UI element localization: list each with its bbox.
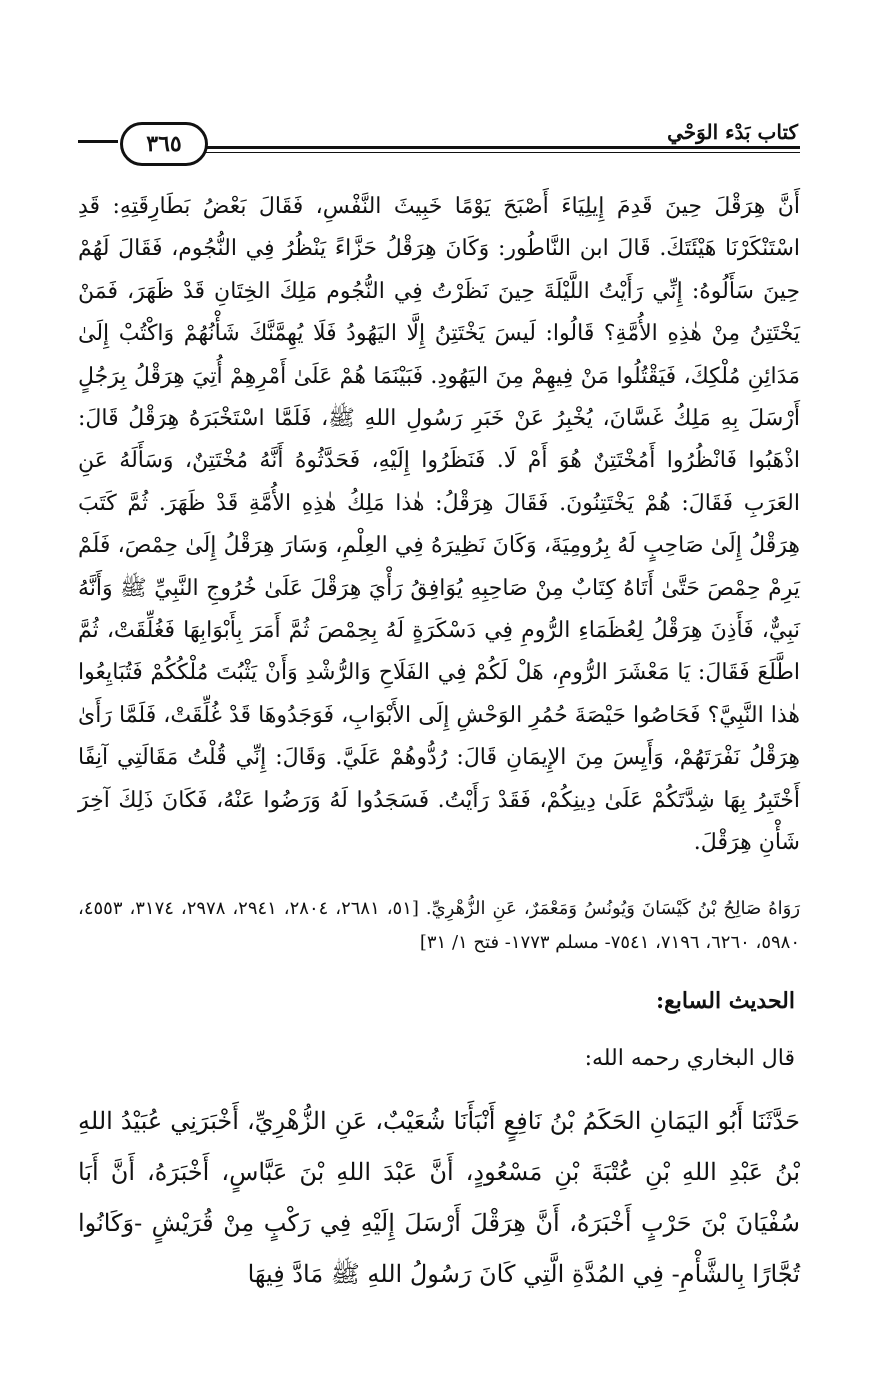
intro-line: قال البخاري رحمه الله: [584, 1046, 795, 1071]
header-rule-thin [196, 152, 800, 153]
hadith-paragraph: حَدَّثَنَا أَبُو اليَمَانِ الحَكَمُ بْنُ نَافِعٍ أَنْبَأَنَا شُعَيْبٌ، عَنِ الزُّهْرِيِّ، أَخْبَرَنِي عُبَيْدُ اللهِ بْنُ عَبْدِ اللهِ بْنِ عُتْبَةَ بْنِ مَسْعُودٍ، أَنَّ عَبْدَ اللهِ بْنَ عَبَّاسٍ، أَخْبَرَهُ، أَنَّ أَبَا سُفْيَانَ بْنَ حَرْبٍ أَخْبَرَهُ، أَنَّ هِرَقْلَ أَرْسَلَ إِلَيْهِ فِي رَكْبٍ مِنْ قُرَيْشٍ -وَكَانُوا تُجَّارًا بِالشَّأْمِ- فِي المُدَّةِ الَّتِي كَانَ رَسُولُ اللهِ ﷺ مَادَّ فِيهَا [78, 1107, 800, 1288]
main-text-block [78, 186, 800, 865]
page-header [78, 110, 800, 170]
book-title: كتاب بَدْء الوَحْي [667, 120, 798, 144]
hadith-text-block [78, 1096, 800, 1300]
main-paragraph: أَنَّ هِرَقْلَ حِينَ قَدِمَ إِيلِيَاءَ أَصْبَحَ يَوْمًا خَبِيثَ النَّفْسِ، فَقَالَ بَعْضُ بَطَارِقَتِهِ: قَدِ اسْتَنْكَرْنَا هَيْئَتَكَ. قَالَ ابن النَّاطُور: وَكَانَ هِرَقْلُ حَزَّاءً يَنْظُرُ فِي النُّجُوم، فَقَالَ لَهُمْ حِينَ سَأَلُوهُ: إِنِّي رَأَيْتُ اللَّيْلَةَ حِينَ نَظَرْتُ فِي النُّجُوم مَلِكَ الخِتَانِ قَدْ ظَهَرَ، فَمَنْ يَخْتَتِنُ مِنْ هٰذِهِ الأُمَّةِ؟ قَالُوا: لَيسَ يَخْتَتِنُ إِلَّا اليَهُودُ فَلَا يُهِمَّنَّكَ شَأْنُهُمْ وَاكْتُبْ إِلَىٰ مَدَائِنِ مُلْكِكَ، فَيَقْتُلُوا مَنْ فِيهِمْ مِنَ اليَهُودِ. فَبَيْنَمَا هُمْ عَلَىٰ أَمْرِهِمْ أُتِيَ هِرَقْلُ بِرَجُلٍ أَرْسَلَ بِهِ مَلِكُ غَسَّانَ، يُخْبِرُ عَنْ خَبَرِ رَسُولِ اللهِ ﷺ، فَلَمَّا اسْتَخْبَرَهُ هِرَقْلُ قَالَ: اذْهَبُوا فَانْظُرُوا أَمُخْتَتِنٌ هُوَ أَمْ لَا. فَنَظَرُوا إِلَيْهِ، فَحَدَّثُوهُ أَنَّهُ مُخْتَتِنٌ، وَسَأَلَهُ عَنِ العَرَبِ فَقَالَ: هُمْ يَخْتَتِنُونَ. فَقَالَ هِرَقْلُ: هٰذا مَلِكُ هٰذِهِ الأُمَّةِ قَدْ ظَهَرَ. ثُمَّ كَتَبَ هِرَقْلُ إِلَىٰ صَاحِبٍ لَهُ بِرُومِيَةَ، وَكَانَ نَظِيرَهُ فِي العِلْمِ، وَسَارَ هِرَقْلُ إِلَىٰ حِمْصَ، فَلَمْ يَرِمْ حِمْصَ حَتَّىٰ أَتَاهُ كِتَابٌ مِنْ صَاحِبِهِ يُوَافِقُ رَأْيَ هِرَقْلَ عَلَىٰ خُرُوجِ النَّبِيِّ ﷺ وَأَنَّهُ نَبِيٌّ، فَأَذِنَ هِرَقْلُ لِعُظَمَاءِ الرُّومِ فِي دَسْكَرَةٍ لَهُ بِحِمْصَ ثُمَّ أَمَرَ بِأَبْوَابِهَا فَغُلِّقَتْ، ثُمَّ اطَّلَعَ فَقَالَ: يَا مَعْشَرَ الرُّومِ، هَلْ لَكُمْ فِي الفَلَاحِ وَالرُّشْدِ وَأَنْ يَثْبُتَ مُلْكُكُمْ فَتُبَايِعُوا هٰذا النَّبِيَّ؟ فَحَاصُوا حَيْصَةَ حُمُرِ الوَحْشِ إِلَى الأَبْوَابِ، فَوَجَدُوهَا قَدْ غُلِّقَتْ، فَلَمَّا رَأَىٰ هِرَقْلُ نَفْرَتَهُمْ، وَأَيِسَ مِنَ الإِيمَانِ قَالَ: رُدُّوهُمْ عَلَيَّ. وَقَالَ: إِنِّي قُلْتُ مَقَالَتِي آنِفًا أَخْتَبِرُ بِهَا شِدَّتَكُمْ عَلَىٰ دِينِكُمْ، فَقَدْ رَأَيْتُ. فَسَجَدُوا لَهُ وَرَضُوا عَنْهُ، فَكَانَ ذَلِكَ آخِرَ شَأْنِ هِرَقْلَ. [78, 194, 801, 856]
header-rule [196, 146, 800, 149]
source-paragraph: رَوَاهُ صَالِحُ بْنُ كَيْسَانَ وَيُونُسُ وَمَعْمَرٌ، عَنِ الزُّهْرِيِّ. [٥١، ٢٦٨١، ٢٨٠٤، ٢٩٤١، ٢٩٧٨، ٣١٧٤، ٤٥٥٣، ٥٩٨٠، ٦٢٦٠، ٧١٩٦، ٧٥٤١- مسلم ١٧٧٣- فتح ١/ ٣١] [78, 898, 801, 953]
source-note [78, 892, 800, 960]
header-rule-left [78, 140, 118, 143]
page-number: ٣٦٥ [120, 122, 208, 166]
section-heading: الحديث السابع: [655, 988, 795, 1014]
